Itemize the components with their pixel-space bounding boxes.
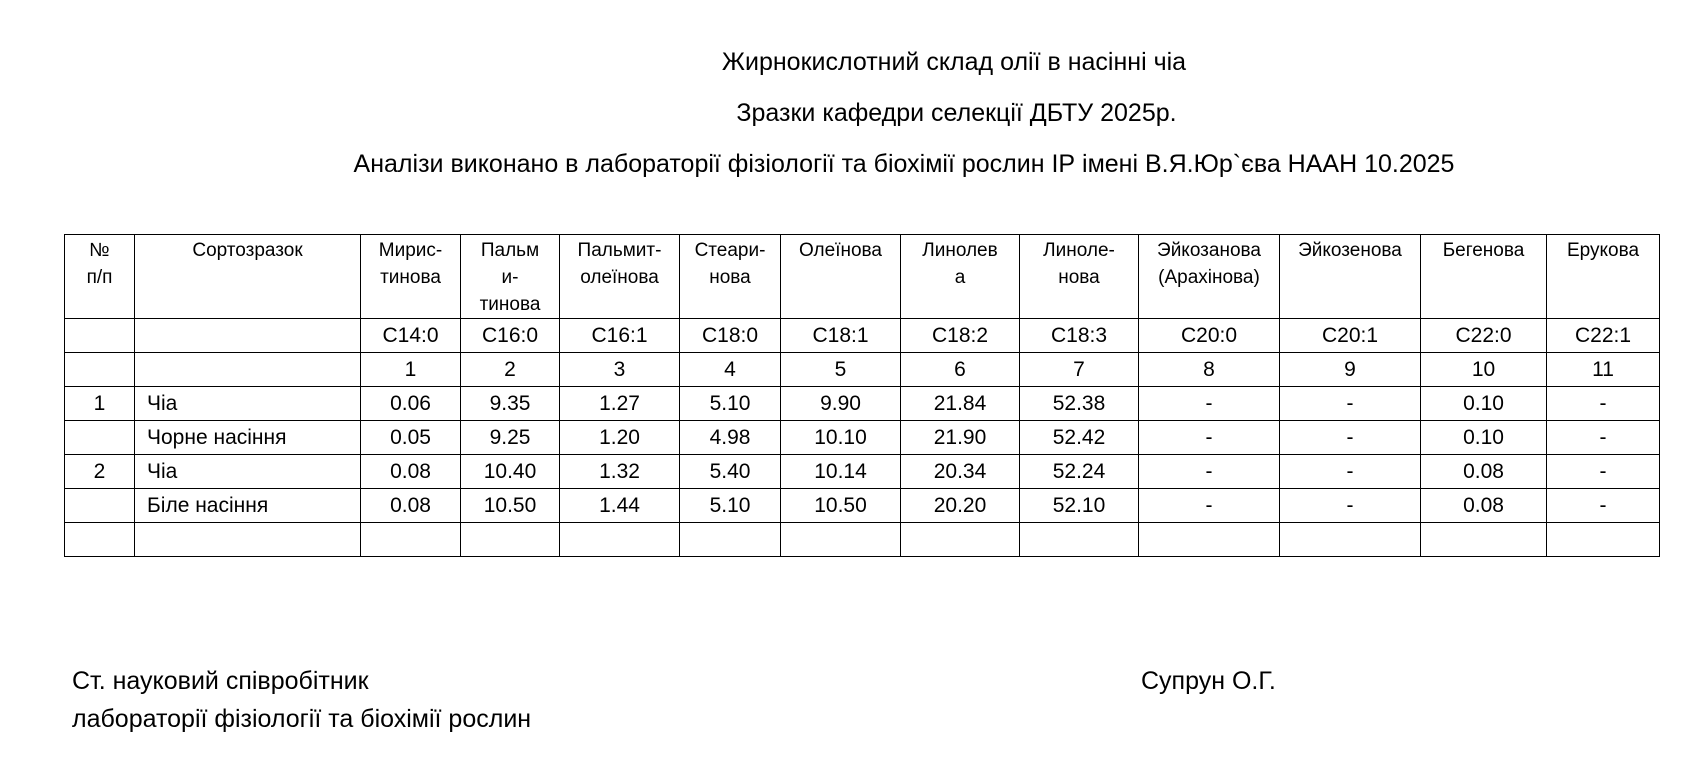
position-line-1: Ст. науковий співробітник: [72, 667, 369, 695]
column-header-line: Пальмит-: [577, 240, 662, 261]
value-cell: 1.32: [560, 455, 680, 489]
sample-name-cell: Біле насіння: [135, 489, 361, 523]
empty-cell: [560, 523, 680, 557]
value-cell: 10.50: [461, 489, 560, 523]
column-header: [1421, 235, 1547, 319]
position-line-2: лабораторії фізіології та біохімії рослин: [72, 705, 532, 733]
value-cell: -: [1139, 387, 1280, 421]
column-header-line: Линолев: [922, 240, 998, 261]
column-number-cell: 11: [1547, 353, 1660, 387]
column-number-cell: 2: [461, 353, 560, 387]
column-header: [781, 235, 901, 319]
empty-cell: [1139, 523, 1280, 557]
column-header: [1139, 235, 1280, 319]
column-header-line: Пальм: [480, 240, 540, 261]
column-header-line: нова: [709, 267, 751, 288]
column-number-cell: 8: [1139, 353, 1280, 387]
sample-name-cell: Чіа: [135, 387, 361, 421]
column-header-line: Стеари-: [694, 240, 766, 261]
value-cell: 9.35: [461, 387, 560, 421]
acid-code-cell: [65, 319, 135, 353]
acid-code-row: [65, 319, 1660, 353]
empty-row: [65, 523, 1660, 557]
value-cell: 20.20: [901, 489, 1020, 523]
acid-code-cell: С18:0: [680, 319, 781, 353]
column-number-cell: [65, 353, 135, 387]
value-cell: 52.42: [1020, 421, 1139, 455]
table-row: [65, 421, 1660, 455]
document-title: Жирнокислотний склад олії в насінні чіа: [721, 48, 1187, 76]
column-header: [65, 235, 135, 319]
signature-position: [72, 662, 531, 738]
value-cell: -: [1547, 387, 1660, 421]
column-header-line: Ерукова: [1566, 240, 1640, 261]
value-cell: -: [1139, 455, 1280, 489]
value-cell: -: [1280, 421, 1421, 455]
column-header-line: тинова: [479, 294, 541, 315]
column-header: [680, 235, 781, 319]
empty-cell: [361, 523, 461, 557]
column-header-line: Мирис-: [378, 240, 443, 261]
acid-code-cell: С16:0: [461, 319, 560, 353]
header-row: [65, 235, 1660, 319]
value-cell: 10.10: [781, 421, 901, 455]
value-cell: 5.40: [680, 455, 781, 489]
value-cell: 5.10: [680, 489, 781, 523]
column-number-cell: 4: [680, 353, 781, 387]
value-cell: 52.38: [1020, 387, 1139, 421]
acid-code-cell: С20:1: [1280, 319, 1421, 353]
fatty-acid-table: [64, 234, 1660, 557]
value-cell: 0.10: [1421, 387, 1547, 421]
value-cell: -: [1139, 421, 1280, 455]
sample-name-cell: Чіа: [135, 455, 361, 489]
value-cell: 10.50: [781, 489, 901, 523]
column-number-cell: 5: [781, 353, 901, 387]
empty-cell: [901, 523, 1020, 557]
table-row: [65, 387, 1660, 421]
acid-code-cell: С22:0: [1421, 319, 1547, 353]
column-header-line: №: [89, 240, 110, 261]
value-cell: 0.08: [361, 489, 461, 523]
value-cell: 1.20: [560, 421, 680, 455]
column-number-cell: 7: [1020, 353, 1139, 387]
value-cell: 10.40: [461, 455, 560, 489]
row-number-cell: [65, 421, 135, 455]
empty-cell: [135, 523, 361, 557]
column-header: [1280, 235, 1421, 319]
column-header: [560, 235, 680, 319]
acid-code-cell: С16:1: [560, 319, 680, 353]
column-number-cell: 9: [1280, 353, 1421, 387]
column-header-line: а: [954, 267, 966, 288]
value-cell: 0.08: [1421, 489, 1547, 523]
column-number-cell: 10: [1421, 353, 1547, 387]
column-header-line: Олеїнова: [798, 240, 882, 261]
value-cell: -: [1280, 455, 1421, 489]
column-header: [1020, 235, 1139, 319]
value-cell: -: [1280, 387, 1421, 421]
sample-name-cell: Чорне насіння: [135, 421, 361, 455]
column-number-cell: 3: [560, 353, 680, 387]
acid-code-cell: С14:0: [361, 319, 461, 353]
value-cell: -: [1280, 489, 1421, 523]
value-cell: -: [1547, 455, 1660, 489]
column-header-line: нова: [1058, 267, 1100, 288]
value-cell: 0.06: [361, 387, 461, 421]
value-cell: 1.27: [560, 387, 680, 421]
value-cell: 9.25: [461, 421, 560, 455]
empty-cell: [1020, 523, 1139, 557]
column-header-line: тинова: [380, 267, 441, 288]
column-header-line: олеїнова: [580, 267, 659, 288]
value-cell: -: [1139, 489, 1280, 523]
value-cell: 1.44: [560, 489, 680, 523]
value-cell: 20.34: [901, 455, 1020, 489]
column-header-line: п/п: [86, 267, 113, 288]
column-number-cell: 1: [361, 353, 461, 387]
column-header: [901, 235, 1020, 319]
empty-cell: [1547, 523, 1660, 557]
value-cell: 52.10: [1020, 489, 1139, 523]
document-subtitle: Зразки кафедри селекції ДБТУ 2025р.: [736, 99, 1177, 127]
column-number-cell: 6: [901, 353, 1020, 387]
acid-code-cell: С20:0: [1139, 319, 1280, 353]
column-header: [361, 235, 461, 319]
value-cell: 4.98: [680, 421, 781, 455]
empty-cell: [680, 523, 781, 557]
column-header-line: и-: [501, 267, 519, 288]
value-cell: 21.84: [901, 387, 1020, 421]
empty-cell: [1280, 523, 1421, 557]
column-header-line: Сортозразок: [192, 240, 303, 261]
row-number-cell: 2: [65, 455, 135, 489]
signer-name: Супрун О.Г.: [1141, 667, 1276, 695]
acid-code-cell: С18:2: [901, 319, 1020, 353]
empty-cell: [781, 523, 901, 557]
acid-code-cell: [135, 319, 361, 353]
value-cell: 0.05: [361, 421, 461, 455]
acid-code-cell: С18:3: [1020, 319, 1139, 353]
column-header: [1547, 235, 1660, 319]
value-cell: -: [1547, 421, 1660, 455]
empty-cell: [461, 523, 560, 557]
acid-code-cell: С18:1: [781, 319, 901, 353]
value-cell: 52.24: [1020, 455, 1139, 489]
analysis-note: Аналізи виконано в лабораторії фізіології та біохімії рослин ІР імені В.Я.Юр`єва НААН 10.2025: [353, 150, 1455, 178]
column-header-line: (Арахінова): [1158, 267, 1260, 288]
column-header-line: Линоле-: [1043, 240, 1115, 261]
value-cell: 0.10: [1421, 421, 1547, 455]
table-row: [65, 489, 1660, 523]
column-number-row: [65, 353, 1660, 387]
empty-cell: [65, 523, 135, 557]
row-number-cell: [65, 489, 135, 523]
value-cell: 10.14: [781, 455, 901, 489]
acid-code-cell: С22:1: [1547, 319, 1660, 353]
value-cell: 5.10: [680, 387, 781, 421]
value-cell: 0.08: [1421, 455, 1547, 489]
column-header-line: Бегенова: [1442, 240, 1525, 261]
column-number-cell: [135, 353, 361, 387]
value-cell: -: [1547, 489, 1660, 523]
value-cell: 21.90: [901, 421, 1020, 455]
column-header: [135, 235, 361, 319]
column-header-line: Эйкозенова: [1298, 240, 1402, 261]
column-header-line: Эйкозанова: [1157, 240, 1261, 261]
column-header: [461, 235, 560, 319]
value-cell: 0.08: [361, 455, 461, 489]
value-cell: 9.90: [781, 387, 901, 421]
row-number-cell: 1: [65, 387, 135, 421]
empty-cell: [1421, 523, 1547, 557]
table-row: [65, 455, 1660, 489]
